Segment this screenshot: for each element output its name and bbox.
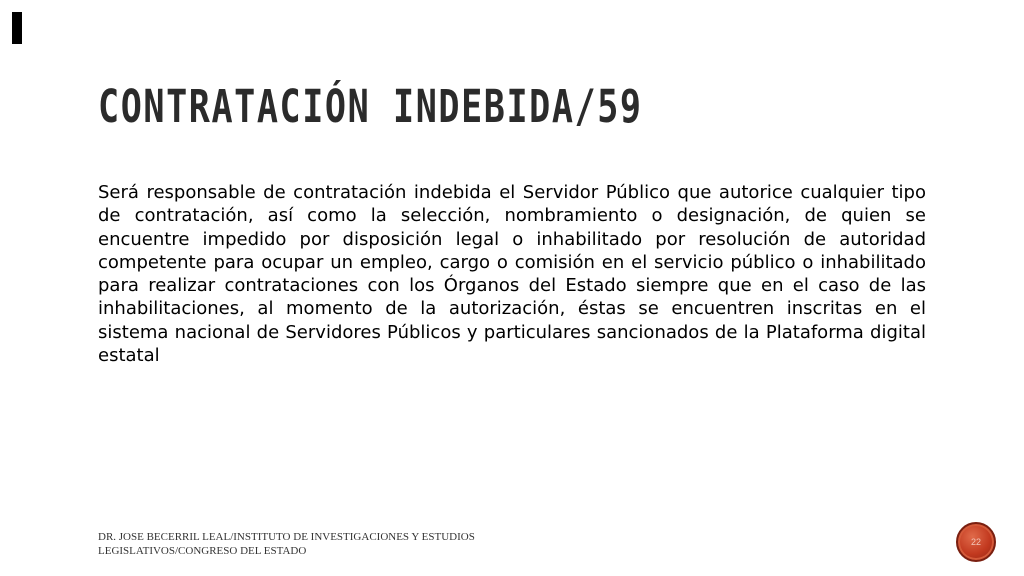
corner-accent-bar [12,12,22,44]
page-number-badge [956,522,996,562]
slide-footer: DR. JOSE BECERRIL LEAL/INSTITUTO DE INVESTIGACIONES Y ESTUDIOS LEGISLATIVOS/CONGRESO DEL ESTADO [98,531,475,557]
slide-body-text: Será responsable de contratación indebida el Servidor Público que autorice cualquier tipo de contratación, así como la selección, nombramiento o designación, de quien se encuentre impedido por disposición legal o inhabilitado por resolución de autoridad competente para ocupar un empleo, cargo o comisión en el servicio público o inhabilitado para realizar contrataciones con los Órganos del Estado siempre que en el caso de las inhabilitaciones, al momento de la autorización, éstas se encuentren inscritas en el sistema nacional de Servidores Públicos y particulares sancionados de la Plataforma digital estatal [98,182,926,367]
page-number: 22 [970,537,981,547]
slide-title: CONTRATACIÓN INDEBIDA/59 [98,80,643,133]
